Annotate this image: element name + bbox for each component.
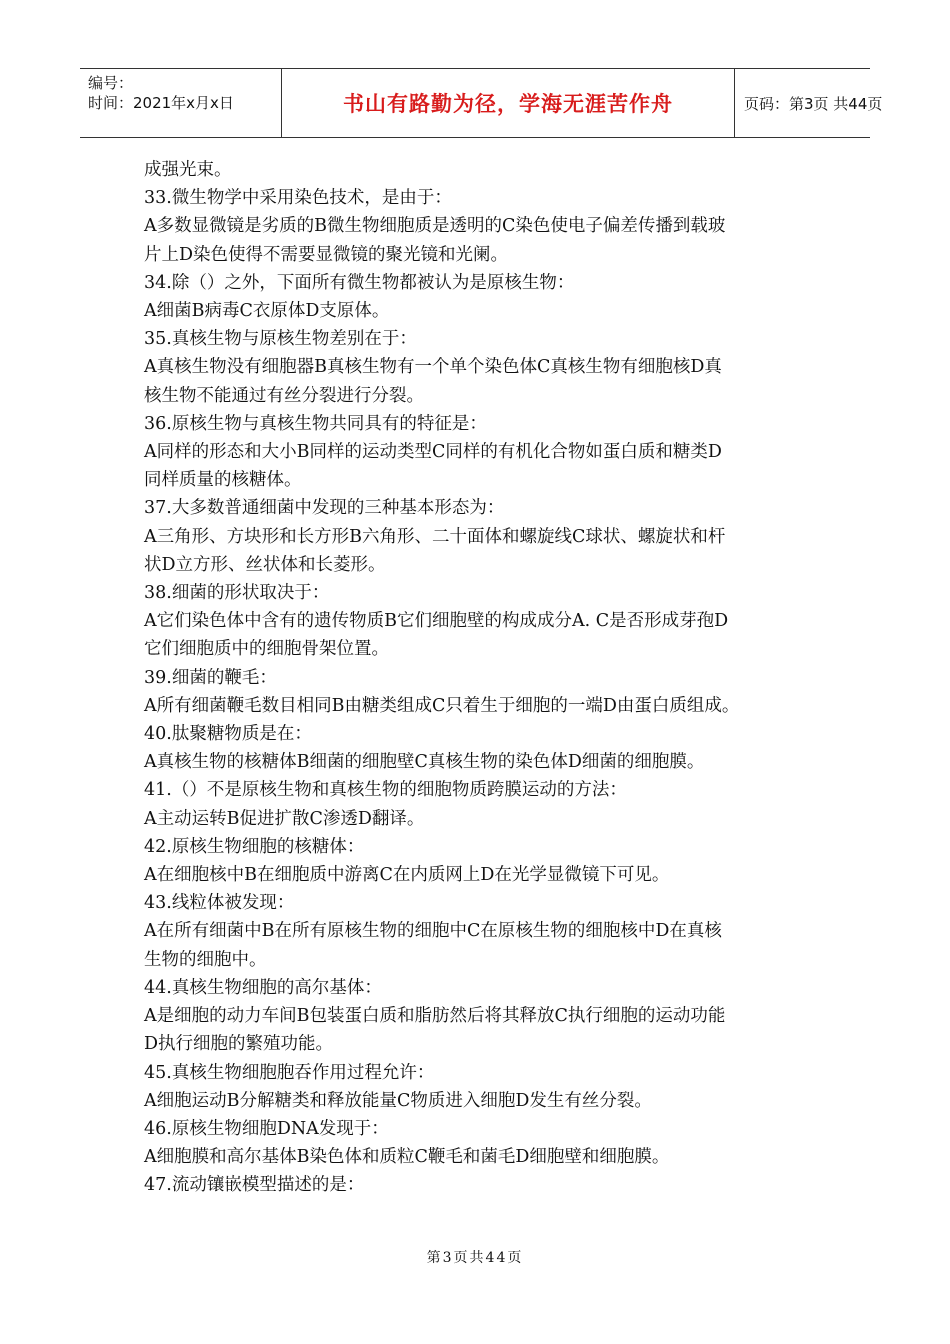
text-line: 37.大多数普通细菌中发现的三种基本形态为： — [144, 498, 505, 519]
page-footer: 第3页共44页 — [426, 1250, 524, 1266]
text-line: A它们染色体中含有的遗传物质B它们细胞壁的构成成分A. C是否形成芽孢D — [144, 611, 729, 632]
text-line: A细菌B病毒C衣原体D支原体。 — [144, 301, 390, 322]
text-line: D执行细胞的繁殖功能。 — [144, 1034, 334, 1055]
text-line: A在所有细菌中B在所有原核生物的细胞中C在原核生物的细胞核中D在真核 — [144, 921, 722, 942]
text-line: A多数显微镜是劣质的B微生物细胞质是透明的C染色使电子偏差传播到载玻 — [144, 216, 726, 237]
text-line: A同样的形态和大小B同样的运动类型C同样的有机化合物如蛋白质和糖类D — [144, 442, 722, 463]
text-line: 41.（）不是原核生物和真核生物的细胞物质跨膜运动的方法： — [144, 780, 627, 801]
text-line: 47.流动镶嵌模型描述的是： — [144, 1175, 365, 1196]
text-line: 34.除（）之外，下面所有微生物都被认为是原核生物： — [144, 272, 575, 293]
text-line: 43.线粒体被发现： — [144, 893, 295, 914]
text-line: 成强光束。 — [144, 160, 232, 180]
text-line: A真核生物的核糖体B细菌的细胞壁C真核生物的染色体D细菌的细胞膜。 — [144, 752, 705, 773]
text-line: A细胞运动B分解糖类和释放能量C物质进入细胞D发生有丝分裂。 — [144, 1090, 652, 1111]
header-meta — [80, 69, 282, 137]
text-line: A在细胞核中B在细胞质中游离C在内质网上D在光学显微镜下可见。 — [144, 865, 670, 886]
text-line: 片上D染色使得不需要显微镜的聚光镜和光阑。 — [144, 244, 509, 265]
text-line: A所有细菌鞭毛数目相同B由糖类组成C只着生于细胞的一端D由蛋白质组成。 — [144, 695, 740, 716]
text-line: 状D立方形、丝状体和长菱形。 — [144, 554, 386, 575]
document-body — [144, 156, 814, 1200]
text-line: 39.细菌的鞭毛： — [144, 667, 277, 688]
text-line: A是细胞的动力车间B包装蛋白质和脂肪然后将其释放C执行细胞的运动功能 — [144, 1006, 726, 1027]
text-line: 45.真核生物细胞胞吞作用过程允许： — [144, 1062, 435, 1083]
text-line: 36.原核生物与真核生物共同具有的特征是： — [144, 413, 487, 434]
text-line: A三角形、方块形和长方形B六角形、二十面体和螺旋线C球状、螺旋状和杆 — [144, 526, 726, 547]
text-line: 42.原核生物细胞的核糖体： — [144, 836, 365, 857]
text-line: 38.细菌的形状取决于： — [144, 583, 330, 604]
document-date-label: 时间：2021年x月x日 — [88, 94, 234, 112]
text-line: A细胞膜和高尔基体B染色体和质粒C鞭毛和菌毛D细胞壁和细胞膜。 — [144, 1147, 670, 1168]
text-line: 44.真核生物细胞的高尔基体： — [144, 977, 382, 998]
text-line: A主动运转B促进扩散C渗透D翻译。 — [144, 808, 425, 829]
text-line: 33.微生物学中采用染色技术，是由于： — [144, 188, 452, 209]
header-page-info: 页码：第3页 共44页 — [744, 94, 883, 113]
header-motto: 书山有路勤为径，学海无涯苦作舟 — [343, 92, 673, 116]
text-line: 它们细胞质中的细胞骨架位置。 — [144, 639, 389, 660]
header-motto-cell — [282, 69, 735, 137]
text-line: A真核生物没有细胞器B真核生物有一个单个染色体C真核生物有细胞核D真 — [144, 357, 722, 378]
text-line: 46.原核生物细胞DNA发现于： — [144, 1118, 389, 1139]
text-line: 40.肽聚糖物质是在： — [144, 724, 312, 745]
text-line: 同样质量的核糖体。 — [144, 470, 302, 491]
page-header — [80, 68, 883, 138]
text-line: 生物的细胞中。 — [144, 949, 267, 970]
text-line: 核生物不能通过有丝分裂进行分裂。 — [144, 385, 424, 406]
document-number-label: 编号： — [88, 74, 134, 92]
text-line: 35.真核生物与原核生物差别在于： — [144, 329, 417, 350]
